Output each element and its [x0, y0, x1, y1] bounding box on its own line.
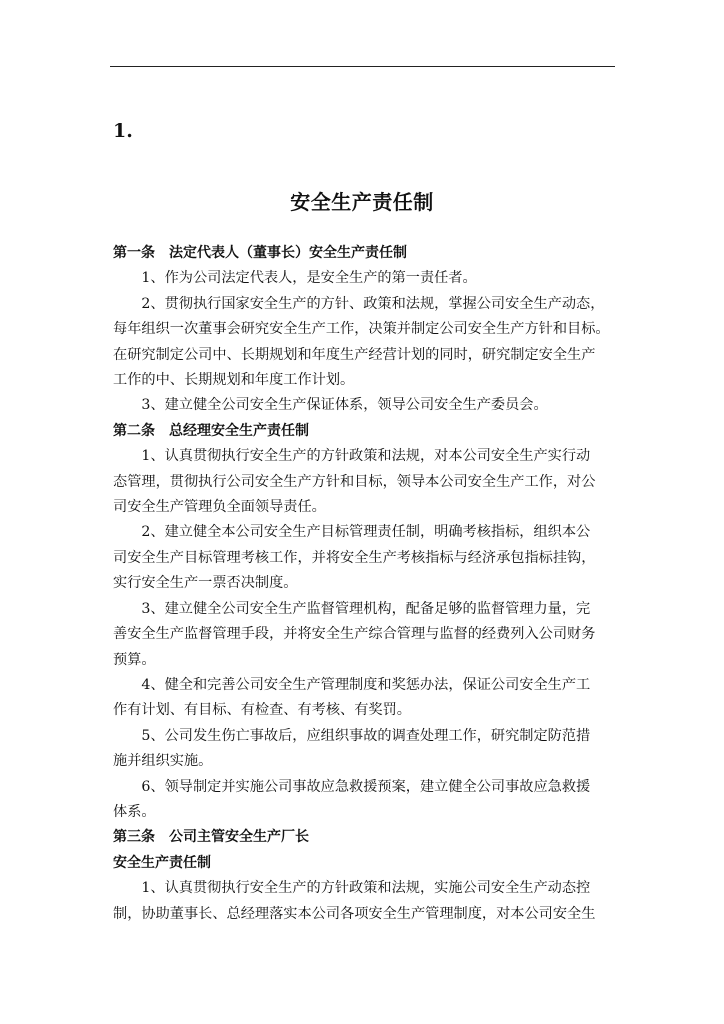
paragraph-line: 2、贯彻执行国家安全生产的方针、政策和法规，掌握公司安全生产动态， — [141, 295, 605, 312]
article-paragraph — [113, 444, 621, 520]
document-body — [113, 241, 621, 927]
paragraph-line: 3、建立健全公司安全生产保证体系，领导公司安全生产委员会。 — [141, 397, 548, 414]
paragraph-line: 预算。 — [113, 651, 156, 668]
section-number: 1. — [113, 120, 133, 142]
paragraph-line: 1、认真贯彻执行安全生产的方针政策和法规，对本公司安全生产实行动 — [141, 448, 591, 465]
paragraph-line: 善安全生产监督管理手段，并将安全生产综合管理与监督的经费列入公司财务 — [113, 626, 596, 643]
article-paragraph — [113, 673, 621, 724]
article-title-continued: 安全生产责任制 — [113, 854, 211, 871]
article-paragraph — [113, 266, 621, 291]
article-paragraph — [113, 876, 621, 927]
article-paragraph — [113, 724, 621, 775]
paragraph-line: 施并组织实施。 — [113, 753, 213, 770]
paragraph-line: 工作的中、长期规划和年度工作计划。 — [113, 372, 355, 389]
document-title: 安全生产责任制 — [290, 190, 434, 214]
paragraph-line: 态管理，贯彻执行公司安全生产方针和目标，领导本公司安全生产工作，对公 — [113, 473, 596, 490]
article-heading — [113, 241, 621, 266]
paragraph-line: 1、作为公司法定代表人，是安全生产的第一责任者。 — [141, 270, 477, 287]
article-paragraph — [113, 597, 621, 673]
paragraph-line: 5、公司发生伤亡事故后，应组织事故的调查处理工作，研究制定防范措 — [141, 727, 591, 744]
paragraph-line: 3、建立健全公司安全生产监督管理机构，配备足够的监督管理力量，完 — [141, 600, 591, 617]
header-rule — [110, 66, 615, 67]
paragraph-line: 6、领导制定并实施公司事故应急救援预案，建立健全公司事故应急救援 — [141, 778, 591, 795]
paragraph-line: 在研究制定公司中、长期规划和年度生产经营计划的同时，研究制定安全生产 — [113, 346, 596, 363]
article-number: 第三条 — [113, 829, 155, 846]
paragraph-line: 每年组织一次董事会研究安全生产工作，决策并制定公司安全生产方针和目标。 — [113, 321, 610, 338]
paragraph-line: 制，协助董事长、总经理落实本公司各项安全生产管理制度，对本公司安全生 — [113, 905, 596, 922]
article-number: 第一条 — [113, 245, 155, 261]
article-heading — [113, 825, 621, 850]
paragraph-line: 体系。 — [113, 803, 156, 820]
article-paragraph — [113, 292, 621, 394]
article-paragraph — [113, 775, 621, 826]
article-title: 公司主管安全生产厂长 — [169, 829, 309, 846]
article-heading — [113, 419, 621, 444]
article-number: 第二条 — [113, 422, 155, 439]
paragraph-line: 1、认真贯彻执行安全生产的方针政策和法规，实施公司安全生产动态控 — [141, 880, 591, 897]
paragraph-line: 司安全生产目标管理考核工作，并将安全生产考核指标与经济承包指标挂钩， — [113, 549, 596, 566]
article-paragraph — [113, 393, 621, 418]
paragraph-line: 司安全生产管理负全面领导责任。 — [113, 499, 326, 516]
article-title: 总经理安全生产责任制 — [169, 422, 309, 439]
paragraph-line: 作有计划、有目标、有检查、有考核、有奖罚。 — [113, 702, 411, 719]
paragraph-line: 实行安全生产一票否决制度。 — [113, 575, 298, 592]
paragraph-line: 4、健全和完善公司安全生产管理制度和奖惩办法，保证公司安全生产工 — [141, 676, 591, 693]
article-title: 法定代表人（董事长）安全生产责任制 — [169, 245, 407, 261]
article-paragraph — [113, 520, 621, 596]
paragraph-line: 2、建立健全本公司安全生产目标管理责任制，明确考核指标，组织本公 — [141, 524, 591, 541]
